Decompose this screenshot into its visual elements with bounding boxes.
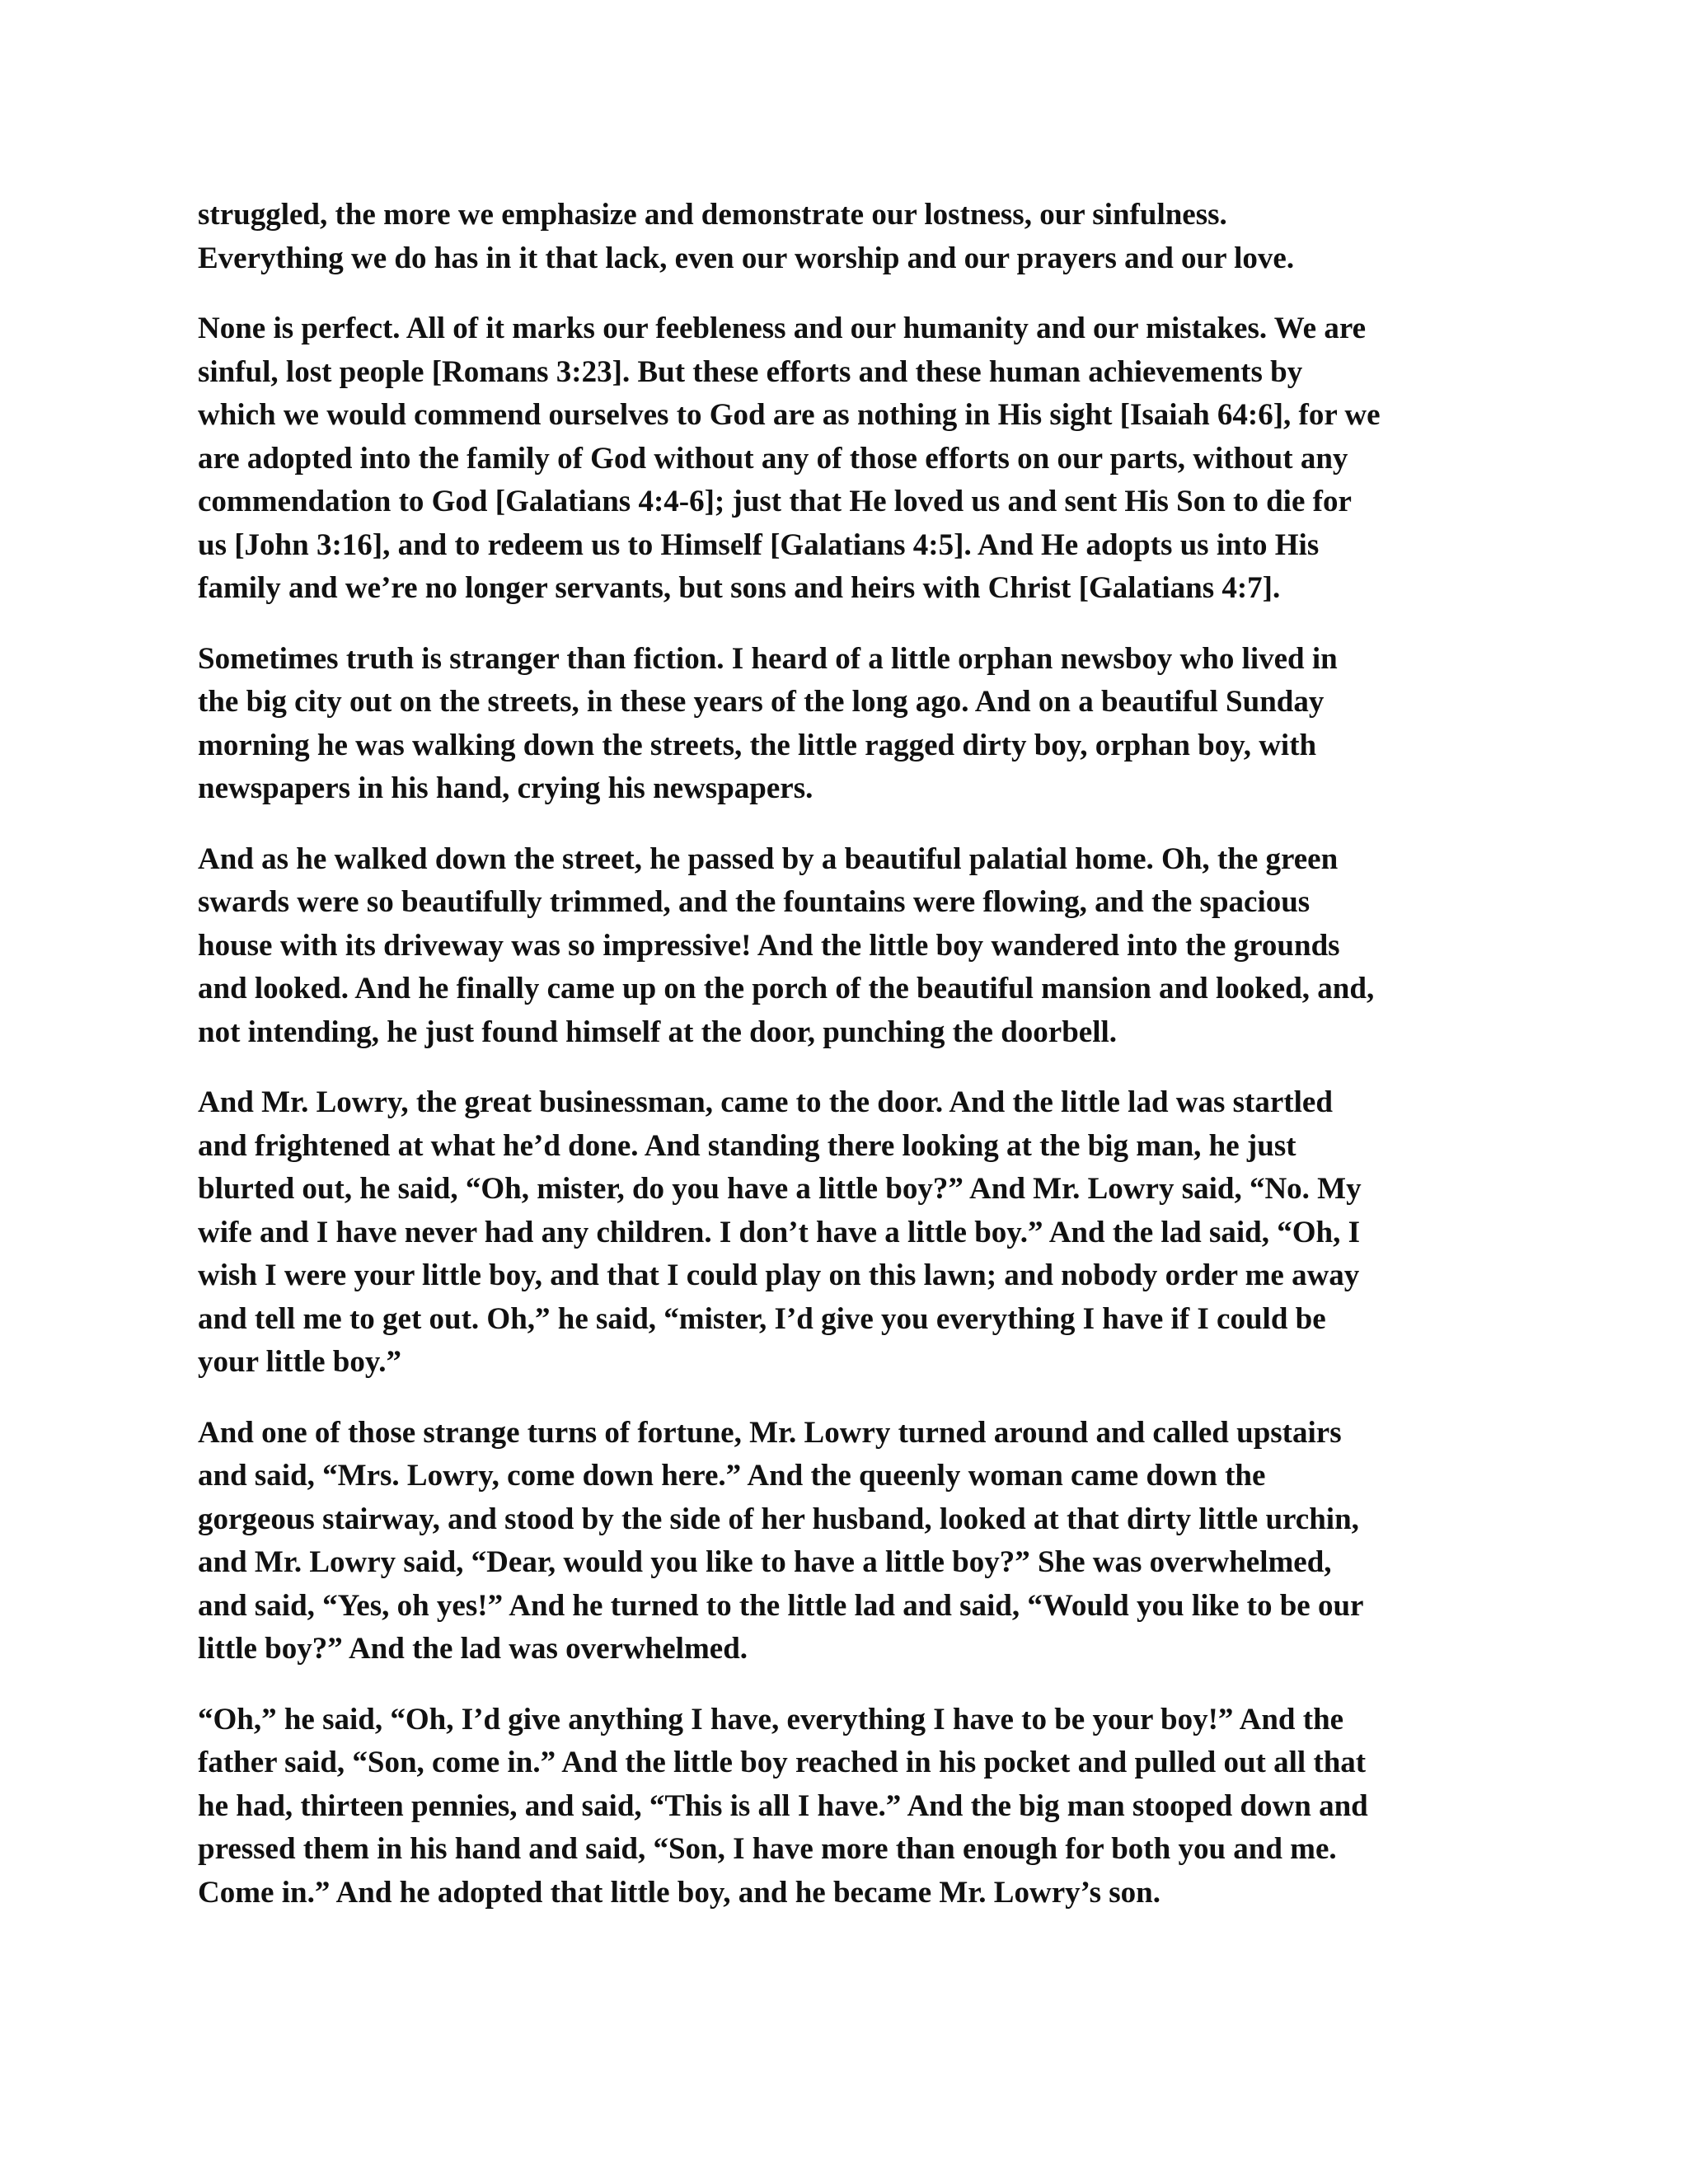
- text-line: morning he was walking down the streets, the little ragged dirty boy, orphan boy, with: [198, 728, 1317, 762]
- text-line: wish I were your little boy, and that I could play on this lawn; and nobody order me away: [198, 1258, 1360, 1292]
- text-line: Come in.” And he adopted that little boy, and he became Mr. Lowry’s son.: [198, 1875, 1160, 1910]
- text-line: And as he walked down the street, he passed by a beautiful palatial home. Oh, the green: [198, 841, 1339, 876]
- text-line: not intending, he just found himself at the door, punching the doorbell.: [198, 1015, 1118, 1049]
- paragraph-4: [198, 838, 1500, 1055]
- paragraph-2: [198, 307, 1500, 611]
- text-line: house with its driveway was so impressive! And the little boy wandered into the grounds: [198, 928, 1340, 963]
- text-line: and said, “Mrs. Lowry, come down here.” And the queenly woman came down the: [198, 1459, 1266, 1493]
- text-line: And one of those strange turns of fortune, Mr. Lowry turned around and called upstairs: [198, 1415, 1342, 1450]
- text-line: and tell me to get out. Oh,” he said, “mister, I’d give you everything I have if I could be: [198, 1301, 1326, 1336]
- text-line: family and we’re no longer servants, but sons and heirs with Christ [Galatians 4:7].: [198, 571, 1281, 605]
- text-line: struggled, the more we emphasize and demonstrate our lostness, our sinfulness.: [198, 198, 1227, 232]
- text-line: gorgeous stairway, and stood by the side of her husband, looked at that dirty little urchin,: [198, 1502, 1359, 1536]
- text-line: pressed them in his hand and said, “Son, I have more than enough for both you and me.: [198, 1832, 1337, 1866]
- paragraph-1: [198, 194, 1500, 280]
- text-line: the big city out on the streets, in these years of the long ago. And on a beautiful Sunday: [198, 685, 1325, 719]
- text-line: swards were so beautifully trimmed, and the fountains were flowing, and the spacious: [198, 885, 1311, 919]
- text-line: little boy?” And the lad was overwhelmed.: [198, 1632, 748, 1666]
- body-text: [198, 194, 1500, 1942]
- text-line: sinful, lost people [Romans 3:23]. But these efforts and these human achievements by: [198, 354, 1303, 389]
- text-line: are adopted into the family of God without any of those efforts on our parts, without any: [198, 441, 1348, 476]
- text-line: “Oh,” he said, “Oh, I’d give anything I have, everything I have to be your boy!” And the: [198, 1702, 1344, 1736]
- text-line: newspapers in his hand, crying his newspapers.: [198, 771, 814, 805]
- text-line: wife and I have never had any children. I don’t have a little boy.” And the lad said, “Oh, I: [198, 1215, 1361, 1249]
- text-line: And Mr. Lowry, the great businessman, came to the door. And the little lad was startled: [198, 1085, 1333, 1119]
- text-line: Sometimes truth is stranger than fiction. I heard of a little orphan newsboy who lived in: [198, 641, 1338, 676]
- text-line: commendation to God [Galatians 4:4-6]; just that He loved us and sent His Son to die for: [198, 485, 1352, 518]
- paragraph-5: [198, 1081, 1500, 1385]
- text-line: he had, thirteen pennies, and said, “This is all I have.” And the big man stooped down and: [198, 1788, 1368, 1823]
- paragraph-6: [198, 1412, 1500, 1671]
- text-line: father said, “Son, come in.” And the little boy reached in his pocket and pulled out all that: [198, 1746, 1367, 1779]
- text-line: which we would commend ourselves to God are as nothing in His sight [Isaiah 64:6], for we: [198, 398, 1381, 432]
- text-line: None is perfect. All of it marks our feebleness and our humanity and our mistakes. We are: [198, 312, 1367, 345]
- text-line: your little boy.”: [198, 1345, 402, 1379]
- text-line: and frightened at what he’d done. And standing there looking at the big man, he just: [198, 1128, 1296, 1163]
- text-line: and Mr. Lowry said, “Dear, would you like to have a little boy?” She was overwhelmed,: [198, 1545, 1332, 1579]
- paragraph-7: [198, 1699, 1500, 1915]
- text-line: us [John 3:16], and to redeem us to Himself [Galatians 4:5]. And He adopts us into His: [198, 527, 1320, 562]
- text-line: blurted out, he said, “Oh, mister, do you have a little boy?” And Mr. Lowry said, “No. My: [198, 1172, 1362, 1206]
- text-line: and looked. And he finally came up on the porch of the beautiful mansion and looked, and,: [198, 972, 1375, 1005]
- text-line: Everything we do has in it that lack, even our worship and our prayers and our love.: [198, 241, 1295, 275]
- text-line: and said, “Yes, oh yes!” And he turned to the little lad and said, “Would you like to be our: [198, 1588, 1364, 1623]
- paragraph-3: [198, 638, 1500, 811]
